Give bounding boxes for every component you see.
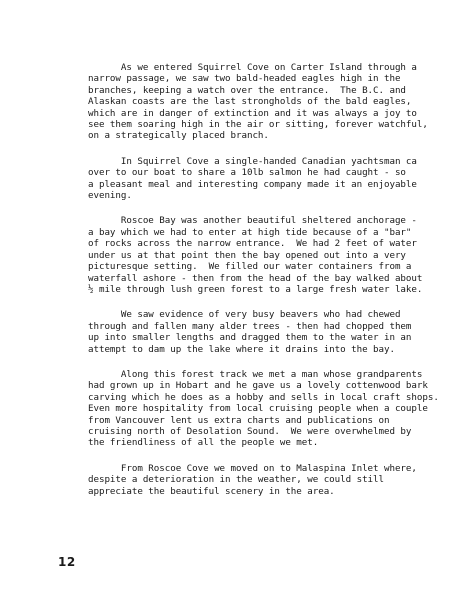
text-line: waterfall ashore - then from the head of the bay walked about bbox=[88, 272, 423, 284]
paragraph-squirrel-cove bbox=[88, 62, 460, 142]
text-line: Along this forest track we met a man whose grandparents bbox=[88, 368, 423, 380]
text-line: up into smaller lengths and dragged them to the water in an bbox=[88, 332, 412, 344]
paragraph-yachtsman bbox=[88, 156, 460, 202]
text-line: appreciate the beautiful scenery in the area. bbox=[88, 485, 335, 497]
text-line: a pleasant meal and interesting company made it an enjoyable bbox=[88, 178, 417, 190]
paragraph-roscoe-bay bbox=[88, 215, 460, 295]
body-text bbox=[88, 62, 460, 511]
text-line: From Roscoe Cove we moved on to Malaspina Inlet where, bbox=[88, 462, 417, 474]
text-line: carving which he does as a hobby and sells in local craft shops. bbox=[88, 391, 439, 403]
text-line: ½ mile through lush green forest to a large fresh water lake. bbox=[88, 283, 423, 295]
text-line: evening. bbox=[88, 190, 132, 202]
text-line: despite a deterioration in the weather, we could still bbox=[88, 474, 384, 486]
text-line: through and fallen many alder trees - then had chopped them bbox=[88, 320, 412, 332]
text-line: cruising north of Desolation Sound. We were overwhelmed by bbox=[88, 425, 412, 437]
text-line: Alaskan coasts are the last strongholds of the bald eagles, bbox=[88, 96, 412, 108]
text-line: over to our boat to share a 10lb salmon he had caught - so bbox=[88, 167, 406, 179]
text-line: branches, keeping a watch over the entrance. The B.C. and bbox=[88, 84, 406, 96]
text-line: narrow passage, we saw two bald-headed eagles high in the bbox=[88, 73, 401, 85]
text-line: on a strategically placed branch. bbox=[88, 130, 269, 142]
text-line: which are in danger of extinction and it was always a joy to bbox=[88, 107, 417, 119]
text-line: Even more hospitality from local cruising people when a couple bbox=[88, 403, 428, 415]
text-line: the friendliness of all the people we met. bbox=[88, 437, 319, 449]
text-line: picturesque setting. We filled our water containers from a bbox=[88, 261, 412, 273]
text-line: see them soaring high in the air or sitting, forever watchful, bbox=[88, 119, 428, 131]
text-line: under us at that point then the bay opened out into a very bbox=[88, 249, 406, 261]
text-line: In Squirrel Cove a single-handed Canadian yachtsman ca bbox=[88, 155, 417, 167]
text-line: from Vancouver lent us extra charts and publications on bbox=[88, 414, 390, 426]
text-line: of rocks across the narrow entrance. We had 2 feet of water bbox=[88, 238, 417, 250]
paragraph-malaspina-inlet bbox=[88, 463, 460, 497]
text-line: had grown up in Hobart and he gave us a lovely cottenwood bark bbox=[88, 380, 428, 392]
text-line: attempt to dam up the lake where it drains into the bay. bbox=[88, 343, 395, 355]
paragraph-forest-track bbox=[88, 369, 460, 449]
text-line: As we entered Squirrel Cove on Carter Island through a bbox=[88, 62, 417, 73]
paragraph-beavers bbox=[88, 309, 460, 355]
text-line: We saw evidence of very busy beavers who had chewed bbox=[88, 309, 401, 321]
text-line: a bay which we had to enter at high tide because of a "bar" bbox=[88, 226, 412, 238]
text-line: Roscoe Bay was another beautiful sheltered anchorage - bbox=[88, 215, 417, 227]
page-number: 12 bbox=[58, 555, 76, 569]
